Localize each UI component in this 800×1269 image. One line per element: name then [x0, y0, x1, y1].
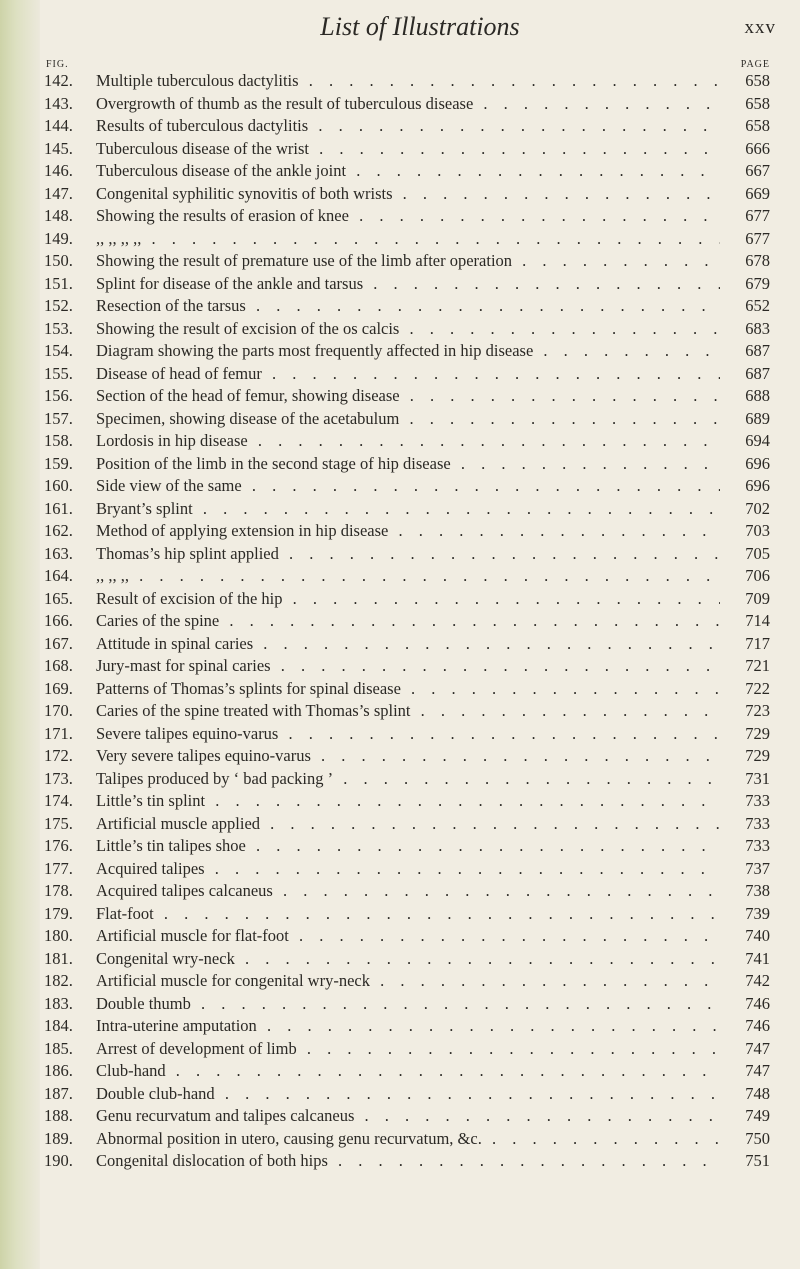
figure-number: 146. — [44, 161, 73, 180]
page-number: 748 — [745, 1083, 770, 1103]
page-number: 696 — [745, 476, 770, 495]
illustration-title: Tuberculous disease of the ankle joint . . . — [96, 160, 720, 183]
illustration-title: Showing the result of premature use of the limb after operation . . . — [96, 250, 720, 273]
page-number: 667 — [745, 161, 770, 180]
list-item — [40, 655, 800, 678]
list-item — [40, 228, 800, 251]
page-number: 741 — [745, 948, 770, 968]
page-number: 747 — [745, 1061, 770, 1080]
figure-number: 166. — [44, 611, 73, 630]
illustration-title: Specimen, showing disease of the acetabulum . . . — [96, 408, 720, 431]
list-item — [40, 858, 800, 881]
illustration-title: Patterns of Thomas’s splints for spinal disease . . . — [96, 678, 720, 701]
list-item — [40, 745, 800, 768]
page-number: 658 — [745, 93, 770, 113]
page-number: 658 — [745, 116, 770, 135]
list-item — [40, 93, 800, 116]
figure-number: 148. — [44, 206, 73, 225]
figure-number: 177. — [44, 858, 73, 878]
running-head — [40, 12, 800, 48]
figure-number: 149. — [44, 228, 73, 248]
page-number: 751 — [745, 1151, 770, 1170]
page-number: 669 — [745, 183, 770, 203]
illustration-title: Disease of head of femur . . . — [96, 363, 720, 386]
figure-number: 145. — [44, 138, 73, 158]
page-number: 739 — [745, 903, 770, 923]
illustration-list — [40, 70, 800, 1173]
illustration-title: Congenital wry-neck . . . — [96, 948, 720, 971]
page-number: 679 — [745, 273, 770, 293]
list-item — [40, 835, 800, 858]
list-item — [40, 1060, 800, 1083]
illustration-title: Caries of the spine treated with Thomas’s splint . . . — [96, 700, 720, 723]
figure-number: 142. — [44, 71, 73, 90]
list-item — [40, 1150, 800, 1173]
illustration-title: Severe talipes equino-varus . . . — [96, 723, 720, 746]
figure-number: 173. — [44, 768, 73, 788]
page-number: 746 — [745, 993, 770, 1013]
illustration-title: Club-hand . . . — [96, 1060, 720, 1083]
list-item — [40, 475, 800, 498]
figure-number: 185. — [44, 1038, 73, 1058]
figure-number: 176. — [44, 836, 73, 855]
illustration-title: Multiple tuberculous dactylitis . . . — [96, 70, 720, 93]
illustration-title: Congenital syphilitic synovitis of both wrists . . . — [96, 183, 720, 206]
figure-number: 179. — [44, 903, 73, 923]
list-item — [40, 408, 800, 431]
list-item — [40, 385, 800, 408]
illustration-title: Jury-mast for spinal caries . . . — [96, 655, 720, 678]
list-item — [40, 768, 800, 791]
list-item — [40, 588, 800, 611]
list-item — [40, 453, 800, 476]
illustration-title: Bryant’s splint . . . — [96, 498, 720, 521]
page-number: 729 — [745, 746, 770, 765]
list-item — [40, 318, 800, 341]
figure-number: 182. — [44, 971, 73, 990]
figure-number: 169. — [44, 678, 73, 698]
illustration-title: Tuberculous disease of the wrist . . . — [96, 138, 720, 161]
illustration-title: Flat-foot . . . — [96, 903, 720, 926]
figure-number: 184. — [44, 1016, 73, 1035]
list-item — [40, 813, 800, 836]
figure-number: 165. — [44, 588, 73, 608]
illustration-title: Artificial muscle for congenital wry-neck . . . — [96, 970, 720, 993]
illustration-title: Diagram showing the parts most frequently affected in hip disease . . . — [96, 340, 720, 363]
page-number: 702 — [745, 498, 770, 518]
figure-number: 150. — [44, 251, 73, 270]
page-number: 742 — [745, 971, 770, 990]
list-item — [40, 1083, 800, 1106]
page-number: 677 — [745, 228, 770, 248]
page-number: 658 — [745, 71, 770, 90]
page-number: 750 — [745, 1128, 770, 1148]
list-item — [40, 903, 800, 926]
figure-number: 175. — [44, 813, 73, 833]
figure-number: 167. — [44, 633, 73, 653]
figure-number: 147. — [44, 183, 73, 203]
list-item — [40, 565, 800, 588]
list-item — [40, 205, 800, 228]
illustration-title: Acquired talipes calcaneus . . . — [96, 880, 720, 903]
page-number: 738 — [745, 881, 770, 900]
illustration-title: Results of tuberculous dactylitis . . . — [96, 115, 720, 138]
page-number: 705 — [745, 543, 770, 563]
page-number: 652 — [745, 296, 770, 315]
figure-number: 174. — [44, 791, 73, 810]
illustration-title: Artificial muscle for flat-foot . . . — [96, 925, 720, 948]
illustration-title: Genu recurvatum and talipes calcaneus . . . — [96, 1105, 720, 1128]
figure-number: 183. — [44, 993, 73, 1013]
figure-number: 159. — [44, 453, 73, 473]
illustration-title: ,, ,, ,, ,, . . . — [96, 228, 720, 251]
figure-number: 143. — [44, 93, 73, 113]
illustration-title: Method of applying extension in hip disease . . . — [96, 520, 720, 543]
figure-number: 151. — [44, 273, 73, 293]
figure-number: 155. — [44, 363, 73, 383]
illustration-title: Side view of the same . . . — [96, 475, 720, 498]
figure-number: 186. — [44, 1061, 73, 1080]
list-item — [40, 1015, 800, 1038]
figure-number: 170. — [44, 701, 73, 720]
figure-number: 162. — [44, 521, 73, 540]
list-item — [40, 1128, 800, 1151]
illustration-title: Artificial muscle applied . . . — [96, 813, 720, 836]
list-item — [40, 1105, 800, 1128]
list-item — [40, 948, 800, 971]
figure-number: 152. — [44, 296, 73, 315]
page-number: 749 — [745, 1106, 770, 1125]
figure-number: 157. — [44, 408, 73, 428]
book-page — [40, 0, 800, 1269]
page-column-label: PAGE — [740, 59, 770, 70]
list-item — [40, 1038, 800, 1061]
page-number: 733 — [745, 813, 770, 833]
list-item — [40, 115, 800, 138]
illustration-title: Intra-uterine amputation . . . — [96, 1015, 720, 1038]
list-item — [40, 183, 800, 206]
page-number: 733 — [745, 791, 770, 810]
list-item — [40, 925, 800, 948]
list-item — [40, 70, 800, 93]
list-item — [40, 700, 800, 723]
list-item — [40, 543, 800, 566]
figure-number: 160. — [44, 476, 73, 495]
page-number: 666 — [745, 138, 770, 158]
list-item — [40, 633, 800, 656]
figure-number: 164. — [44, 566, 73, 585]
list-item — [40, 970, 800, 993]
list-item — [40, 160, 800, 183]
figure-number: 163. — [44, 543, 73, 563]
figure-number: 171. — [44, 723, 73, 743]
list-item — [40, 340, 800, 363]
figure-number: 187. — [44, 1083, 73, 1103]
illustration-title: Very severe talipes equino-varus . . . — [96, 745, 720, 768]
list-item — [40, 430, 800, 453]
page-number: 737 — [745, 858, 770, 878]
page-number: 687 — [745, 363, 770, 383]
illustration-title: Thomas’s hip splint applied . . . — [96, 543, 720, 566]
figure-number: 161. — [44, 498, 73, 518]
illustration-title: Position of the limb in the second stage of hip disease . . . — [96, 453, 720, 476]
illustration-title: Double thumb . . . — [96, 993, 720, 1016]
figure-number: 178. — [44, 881, 73, 900]
page-number: 722 — [745, 678, 770, 698]
illustration-title: Congenital dislocation of both hips . . . — [96, 1150, 720, 1173]
page-number: 677 — [745, 206, 770, 225]
illustration-title: ,, ,, ,, . . . — [96, 565, 720, 588]
figure-number: 172. — [44, 746, 73, 765]
figure-number: 153. — [44, 318, 73, 338]
illustration-title: Little’s tin talipes shoe . . . — [96, 835, 720, 858]
page-number: 717 — [745, 633, 770, 653]
page-number: 723 — [745, 701, 770, 720]
figure-number: 158. — [44, 431, 73, 450]
illustration-title: Section of the head of femur, showing disease . . . — [96, 385, 720, 408]
list-item — [40, 993, 800, 1016]
page-number: 678 — [745, 251, 770, 270]
illustration-title: Acquired talipes . . . — [96, 858, 720, 881]
page-number: 689 — [745, 408, 770, 428]
illustration-title: Result of excision of the hip . . . — [96, 588, 720, 611]
illustration-title: Resection of the tarsus . . . — [96, 295, 720, 318]
page-folio: xxv — [744, 17, 776, 38]
figure-number: 188. — [44, 1106, 73, 1125]
list-item — [40, 273, 800, 296]
figure-number: 180. — [44, 926, 73, 945]
illustration-title: Showing the result of excision of the os calcis . . . — [96, 318, 720, 341]
illustration-title: Showing the results of erasion of knee . . . — [96, 205, 720, 228]
page-number: 703 — [745, 521, 770, 540]
page-number: 729 — [745, 723, 770, 743]
list-item — [40, 498, 800, 521]
page-number: 694 — [745, 431, 770, 450]
page-number: 706 — [745, 566, 770, 585]
page-title: List of Illustrations — [320, 12, 520, 41]
page-number: 709 — [745, 588, 770, 608]
figure-number: 156. — [44, 386, 73, 405]
page-number: 714 — [745, 611, 770, 630]
list-item — [40, 250, 800, 273]
figure-number: 144. — [44, 116, 73, 135]
illustration-title: Attitude in spinal caries . . . — [96, 633, 720, 656]
page-number: 746 — [745, 1016, 770, 1035]
list-item — [40, 363, 800, 386]
list-item — [40, 520, 800, 543]
list-item — [40, 880, 800, 903]
page-gutter — [0, 0, 40, 1269]
page-number: 740 — [745, 926, 770, 945]
list-item — [40, 610, 800, 633]
page-number: 688 — [745, 386, 770, 405]
illustration-title: Double club-hand . . . — [96, 1083, 720, 1106]
illustration-title: Caries of the spine . . . — [96, 610, 720, 633]
list-item — [40, 790, 800, 813]
list-item — [40, 678, 800, 701]
illustration-title: Lordosis in hip disease . . . — [96, 430, 720, 453]
list-item — [40, 138, 800, 161]
illustration-title: Talipes produced by ‘ bad packing ’ . . . — [96, 768, 720, 791]
fig-column-label: FIG. — [46, 59, 69, 70]
figure-number: 190. — [44, 1151, 73, 1170]
page-number: 721 — [745, 656, 770, 675]
page-number: 731 — [745, 768, 770, 788]
list-item — [40, 723, 800, 746]
illustration-title: Little’s tin splint . . . — [96, 790, 720, 813]
page-number: 696 — [745, 453, 770, 473]
illustration-title: Arrest of development of limb . . . — [96, 1038, 720, 1061]
illustration-title: Splint for disease of the ankle and tarsus . . . — [96, 273, 720, 296]
page-number: 683 — [745, 318, 770, 338]
figure-number: 189. — [44, 1128, 73, 1148]
figure-number: 168. — [44, 656, 73, 675]
page-number: 687 — [745, 341, 770, 360]
figure-number: 154. — [44, 341, 73, 360]
figure-number: 181. — [44, 948, 73, 968]
page-number: 747 — [745, 1038, 770, 1058]
illustration-title: Abnormal position in utero, causing genu recurvatum, &c. . . . — [96, 1128, 720, 1151]
illustration-title: Overgrowth of thumb as the result of tuberculous disease . . . — [96, 93, 720, 116]
list-item — [40, 295, 800, 318]
page-number: 733 — [745, 836, 770, 855]
